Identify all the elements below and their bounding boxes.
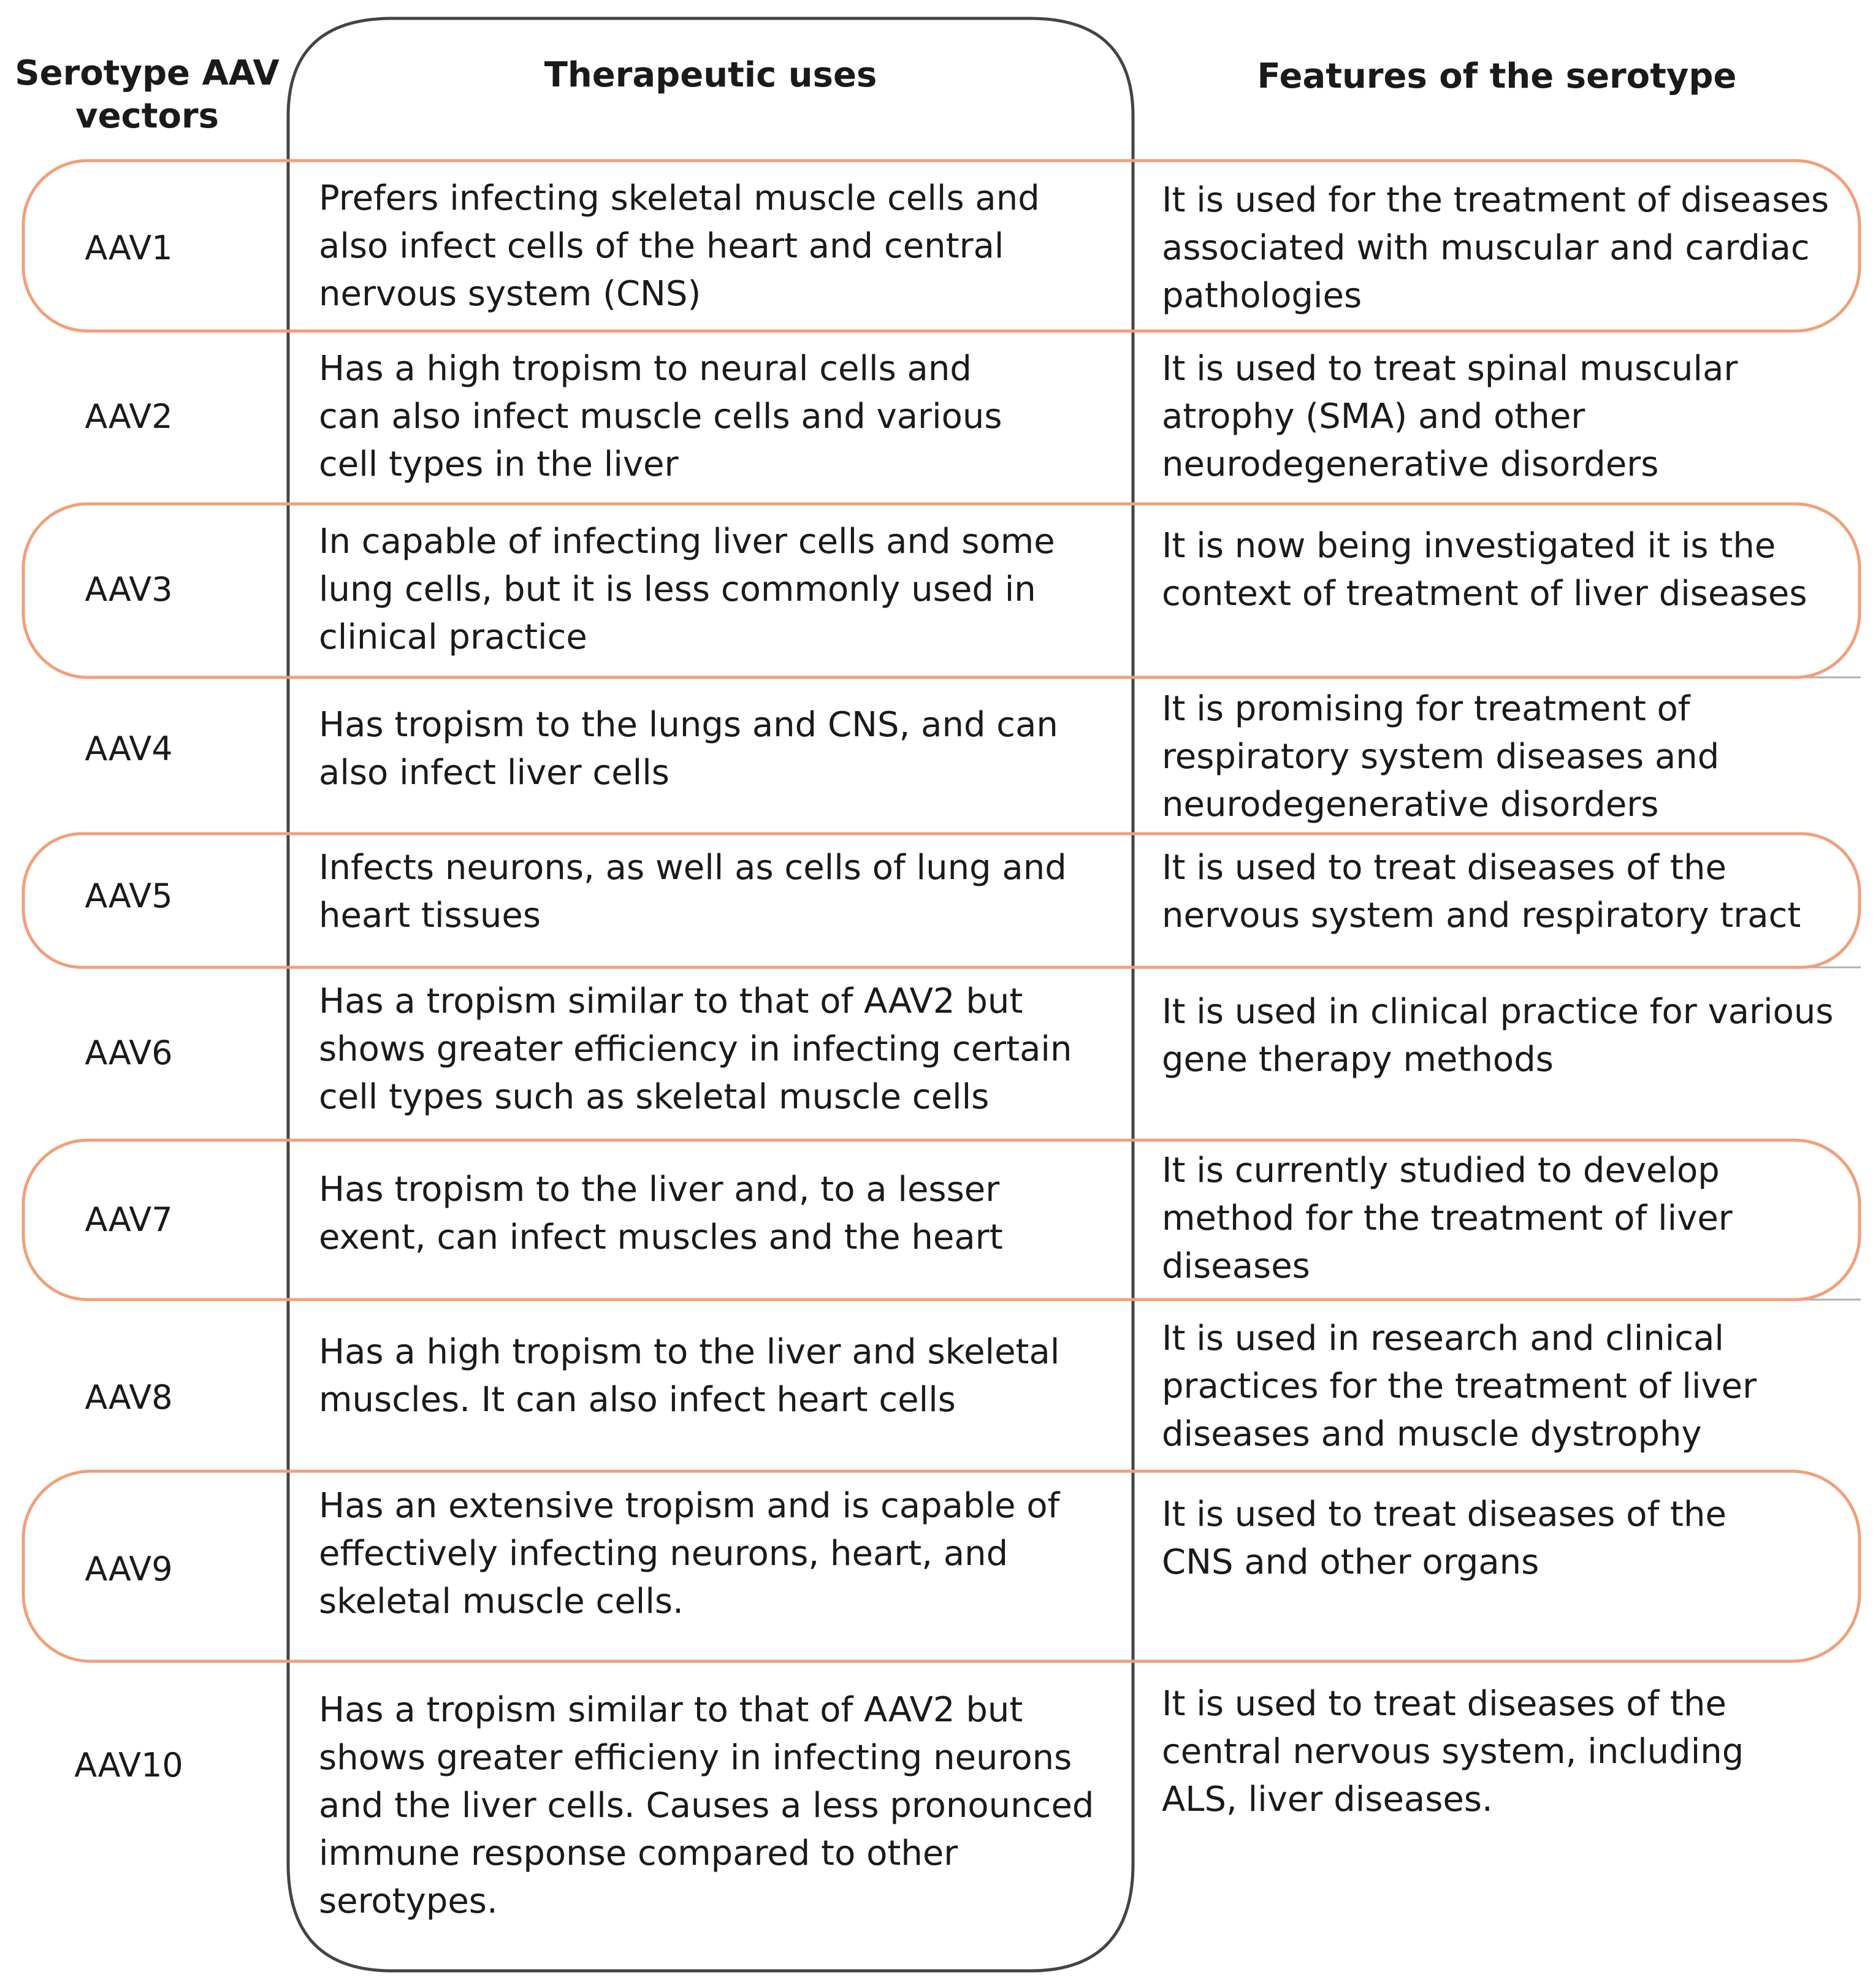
features-cell xyxy=(1162,522,1848,618)
features-cell xyxy=(1162,1680,1848,1824)
features-cell xyxy=(1162,1147,1848,1290)
text-line: nervous system and respiratory tract xyxy=(1162,896,1801,935)
text-line: It is promising for treatment of xyxy=(1162,689,1690,729)
text-line: It is used for the treatment of diseases xyxy=(1162,180,1829,220)
text-line: It is used in clinical practice for various xyxy=(1162,992,1834,1032)
text-line: central nervous system, including xyxy=(1162,1732,1744,1772)
text-line: diseases xyxy=(1162,1246,1310,1286)
therapeutic-uses-cell xyxy=(319,1328,1116,1424)
text-line: Has a tropism similar to that of AAV2 but xyxy=(319,1690,1023,1730)
text-line: pathologies xyxy=(1162,276,1362,316)
text-line: and the liver cells. Causes a less pronounced xyxy=(319,1786,1094,1826)
serotype-label: AAV3 xyxy=(85,570,173,609)
text-line: Infects neurons, as well as cells of lung and xyxy=(319,848,1067,888)
text-line: respiratory system diseases and xyxy=(1162,737,1720,777)
text-line: CNS and other organs xyxy=(1162,1542,1539,1582)
text-line: It is currently studied to develop xyxy=(1162,1151,1720,1190)
therapeutic-uses-cell xyxy=(319,1482,1116,1626)
header-serotype-line: Serotype AAV xyxy=(15,53,280,93)
serotype-label: AAV10 xyxy=(74,1746,183,1784)
serotype-label: AAV9 xyxy=(85,1550,173,1588)
text-line: diseases and muscle dystrophy xyxy=(1162,1414,1702,1454)
serotype-label: AAV1 xyxy=(85,229,173,267)
serotype-label: AAV4 xyxy=(85,729,173,768)
text-line: It is used to treat diseases of the xyxy=(1162,1684,1726,1724)
text-line: Has an extensive tropism and is capable of xyxy=(319,1486,1060,1526)
text-line: Has tropism to the liver and, to a lesser xyxy=(319,1170,1000,1209)
therapeutic-uses-cell xyxy=(319,518,1116,661)
text-line: It is used to treat spinal muscular xyxy=(1162,349,1738,389)
text-line: shows greater efficiency in infecting certain xyxy=(319,1029,1072,1069)
text-line: It is now being investigated it is the xyxy=(1162,526,1776,566)
features-cell xyxy=(1162,1315,1848,1458)
therapeutic-uses-cell xyxy=(319,978,1116,1121)
text-line: In capable of infecting liver cells and some xyxy=(319,522,1055,562)
text-line: context of treatment of liver diseases xyxy=(1162,574,1807,614)
serotype-label: AAV6 xyxy=(85,1034,173,1072)
text-line: cell types such as skeletal muscle cells xyxy=(319,1077,990,1117)
header-features: Features of the serotype xyxy=(1257,56,1737,96)
text-line: can also infect muscle cells and various xyxy=(319,397,1002,436)
text-line: gene therapy methods xyxy=(1162,1040,1554,1080)
text-line: associated with muscular and cardiac xyxy=(1162,228,1810,268)
text-line: It is used in research and clinical xyxy=(1162,1319,1724,1358)
text-line: neurodegenerative disorders xyxy=(1162,785,1659,825)
features-cell xyxy=(1162,345,1848,489)
text-line: serotypes. xyxy=(319,1881,498,1921)
serotype-label: AAV7 xyxy=(85,1200,173,1239)
text-line: Has a high tropism to neural cells and xyxy=(319,349,972,389)
serotype-label: AAV2 xyxy=(85,397,173,436)
text-line: also infect liver cells xyxy=(319,753,669,793)
text-line: atrophy (SMA) and other xyxy=(1162,397,1585,436)
header-serotype-line: vectors xyxy=(75,96,219,136)
header-therapeutic-uses: Therapeutic uses xyxy=(544,55,877,95)
text-line: also infect cells of the heart and central xyxy=(319,226,1004,266)
text-line: heart tissues xyxy=(319,896,541,935)
therapeutic-uses-cell xyxy=(319,1166,1116,1262)
text-line: Prefers infecting skeletal muscle cells and xyxy=(319,178,1040,218)
text-line: nervous system (CNS) xyxy=(319,274,701,314)
therapeutic-uses-cell xyxy=(319,844,1116,940)
therapeutic-uses-cell xyxy=(319,701,1116,797)
features-cell xyxy=(1162,685,1848,829)
text-line: Has a high tropism to the liver and skeletal xyxy=(319,1332,1060,1372)
text-line: shows greater efficieny in infecting neurons xyxy=(319,1738,1072,1778)
serotype-label: AAV5 xyxy=(85,877,173,915)
text-line: exent, can infect muscles and the heart xyxy=(319,1217,1003,1257)
features-cell xyxy=(1162,844,1848,940)
text-line: clinical practice xyxy=(319,617,587,657)
text-line: cell types in the liver xyxy=(319,444,679,484)
text-line: effectively infecting neurons, heart, and xyxy=(319,1534,1009,1574)
text-line: lung cells, but it is less commonly used in xyxy=(319,569,1036,609)
text-line: immune response compared to other xyxy=(319,1834,958,1873)
therapeutic-uses-cell xyxy=(319,1686,1116,1925)
text-line: Has tropism to the lungs and CNS, and can xyxy=(319,705,1058,745)
features-cell xyxy=(1162,988,1848,1084)
features-cell xyxy=(1162,1491,1848,1586)
text-line: skeletal muscle cells. xyxy=(319,1582,684,1621)
text-line: Has a tropism similar to that of AAV2 but xyxy=(319,981,1023,1021)
text-line: It is used to treat diseases of the xyxy=(1162,848,1726,888)
text-line: ALS, liver diseases. xyxy=(1162,1780,1493,1819)
text-line: It is used to treat diseases of the xyxy=(1162,1495,1726,1534)
text-line: method for the treatment of liver xyxy=(1162,1198,1733,1238)
features-cell xyxy=(1162,177,1848,320)
therapeutic-uses-cell xyxy=(319,175,1116,318)
text-line: practices for the treatment of liver xyxy=(1162,1366,1757,1406)
text-line: neurodegenerative disorders xyxy=(1162,444,1659,484)
serotype-label: AAV8 xyxy=(85,1378,173,1417)
text-line: muscles. It can also infect heart cells xyxy=(319,1380,956,1420)
header-serotype xyxy=(6,52,288,138)
therapeutic-uses-cell xyxy=(319,345,1116,489)
